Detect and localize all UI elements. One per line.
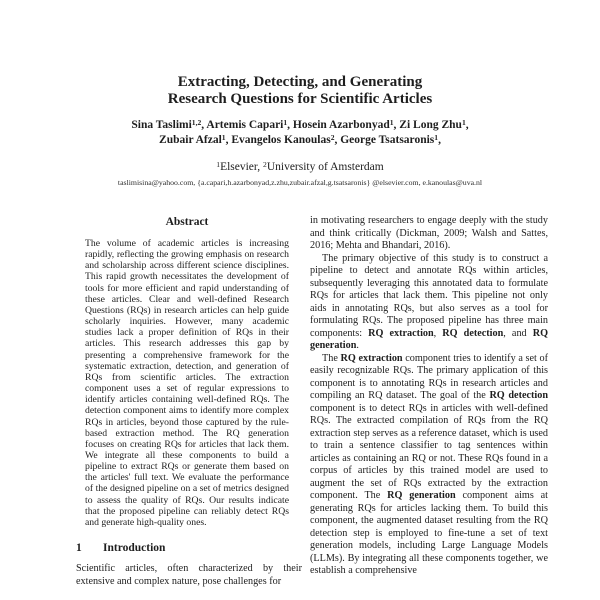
author-line-1: Sina Taslimi$^{1,2}$, Artemis Capari$^1$, Hosein Azarbonyad$^1$, Zi Long Zhu$^1$, xyxy=(131,118,469,131)
paper-title-line-2: Research Questions for Scientific Articles xyxy=(167,90,433,107)
author-emails: taslimisina@yahoo.com, {a.capari,h.azarbonyad,z.zhu,zubair.afzal,g.tsatsaronis} @elsevier.com, e.kanoulas@uva.nl xyxy=(117,178,483,187)
two-column-body xyxy=(0,215,600,588)
abstract-paragraph: The volume of academic articles is increasing rapidly, reflecting the growing emphasis on research and scholarship across different science disciplines. This rapid growth necessitates the development of tools for more efficient and rapid understanding of these articles. Clear and well-defined Research Questions (RQs) in research articles can help guide scholarly inquiries. However, many academic studies lack a proper definition of RQs in their articles. This research addresses this gap by presenting a comprehensive framework for the systematic extraction, detection, and generation of RQs from scientific articles. The extraction component uses a set of regular expressions to identify articles containing well-defined RQs. The detection component aims to identify more complex RQs in articles, beyond those captured by the rule-based extraction method. The RQ generation focuses on creating RQs for articles that lack them. We integrate all these components to build a pipeline to extract RQs or generate them based on the articles' full text. We evaluate the performance of the designed pipeline on a set of metrics designed to assess the quality of RQs. Our results indicate that the proposed pipeline can reliably detect RQs and generate high-quality ones. xyxy=(85,238,289,528)
abstract-block xyxy=(85,215,289,528)
affiliations: $^1$Elsevier, $^2$University of Amsterdam xyxy=(216,160,384,173)
body-paragraph: in motivating researchers to engage deeply with the study and think critically (Dickman, 2009; Walsh and Sattes, 2016; Mehta and Bhandari, 2016). xyxy=(310,215,548,251)
author-line-2: Zubair Afzal$^1$, Evangelos Kanoulas$^2$, George Tsatsaronis$^1$, xyxy=(159,133,441,146)
section-number: 1 xyxy=(76,542,82,555)
section-title: Introduction xyxy=(103,542,166,555)
body-paragraph: The primary objective of this study is to construct a pipeline to detect and annotate RQs within articles, subsequently leveraging this annotated data to formulate RQs for articles that lack them. This pipeline not only aids in annotating RQs, but also serves as a tool for formulating RQs. The proposed pipeline has three main components: RQ extraction, RQ detection, and RQ generation. xyxy=(310,252,548,351)
right-column xyxy=(310,215,548,588)
author-list xyxy=(0,118,600,148)
section-heading-introduction xyxy=(76,541,302,555)
body-paragraph: The RQ extraction component tries to identify a set of easily recognizable RQs. The primary application of this component is to annotating RQs in research articles and compiling an RQ dataset. The goal of the RQ detection component is to detect RQs in articles with well-defined RQs. The extracted compilation of RQs from the RQ extraction step serves as a reference dataset, which is used to train a sentence classifier to tag sentences within articles as containing an RQ or not. These RQs found in a corpus of articles by this trained model are used to augment the set of RQs extracted by the extraction component. The RQ generation component aims at generating RQs for articles lacking them. To build this component, the augmented dataset resulting from the RQ detection step is employed to fine-tune a set of text generation models, including Large Language Models (LLMs). By integrating all these components together, we establish a comprehensive xyxy=(310,352,548,576)
paper-title xyxy=(0,74,600,107)
left-column xyxy=(76,215,302,588)
paper-title-line-1: Extracting, Detecting, and Generating xyxy=(177,74,423,90)
introduction-paragraph: Scientific articles, often characterized by their extensive and complex nature, pose challenges for xyxy=(76,563,302,587)
abstract-heading: Abstract xyxy=(165,216,209,228)
